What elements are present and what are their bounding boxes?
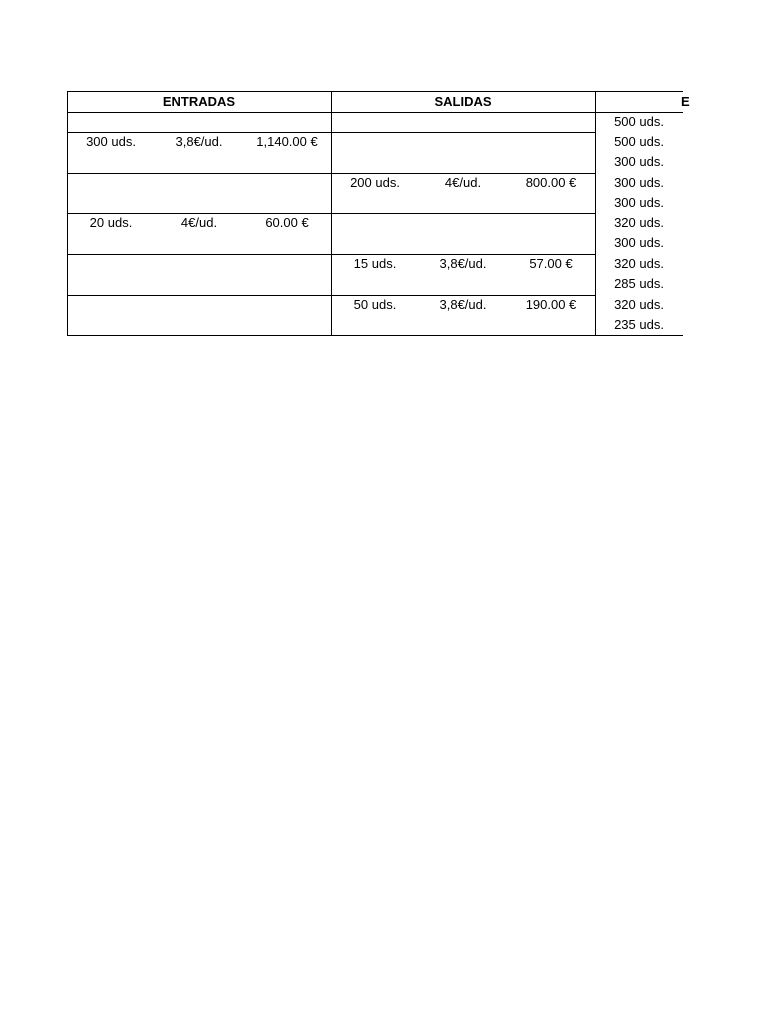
stock-cell: 285 uds. xyxy=(614,276,664,291)
table-row xyxy=(67,254,683,295)
salidas-quantity-cell: 15 uds. xyxy=(353,256,397,271)
salidas-quantity-cell: 50 uds. xyxy=(353,297,397,312)
stock-cell: 500 uds. xyxy=(614,134,664,149)
table-row xyxy=(67,173,683,213)
entradas-price-cell: 4€/ud. xyxy=(180,215,218,230)
salidas-total-cell: 800.00 € xyxy=(525,175,577,190)
salidas-price-cell: 3,8€/ud. xyxy=(439,297,487,312)
stock-cell: 300 uds. xyxy=(614,235,664,250)
stock-cell: 320 uds. xyxy=(614,297,664,312)
table-row xyxy=(67,213,683,254)
stock-cell: 320 uds. xyxy=(614,256,664,271)
entradas-quantity-cell: 300 uds. xyxy=(86,134,136,149)
stock-cell: 320 uds. xyxy=(614,215,664,230)
table-bottom-border xyxy=(67,335,683,336)
stock-cell: 300 uds. xyxy=(614,195,664,210)
entradas-total-cell: 1,140.00 € xyxy=(256,134,318,149)
stock-cell: 300 uds. xyxy=(614,175,664,190)
salidas-total-cell: 57.00 € xyxy=(529,256,573,271)
stock-cell: 300 uds. xyxy=(614,154,664,169)
header-third-column-fragment: E xyxy=(681,94,690,109)
salidas-total-cell: 190.00 € xyxy=(525,297,577,312)
inventory-table xyxy=(67,91,690,336)
salidas-price-cell: 3,8€/ud. xyxy=(439,256,487,271)
stock-cell: 235 uds. xyxy=(614,317,664,332)
salidas-price-cell: 4€/ud. xyxy=(444,175,482,190)
header-salidas: SALIDAS xyxy=(434,94,492,109)
table-row xyxy=(67,132,683,173)
table-row xyxy=(67,295,683,335)
entradas-quantity-cell: 20 uds. xyxy=(89,215,133,230)
entradas-total-cell: 60.00 € xyxy=(265,215,309,230)
entradas-price-cell: 3,8€/ud. xyxy=(175,134,223,149)
salidas-quantity-cell: 200 uds. xyxy=(350,175,400,190)
stock-cell: 500 uds. xyxy=(614,114,664,129)
table-row xyxy=(67,112,683,132)
header-entradas: ENTRADAS xyxy=(162,94,236,109)
